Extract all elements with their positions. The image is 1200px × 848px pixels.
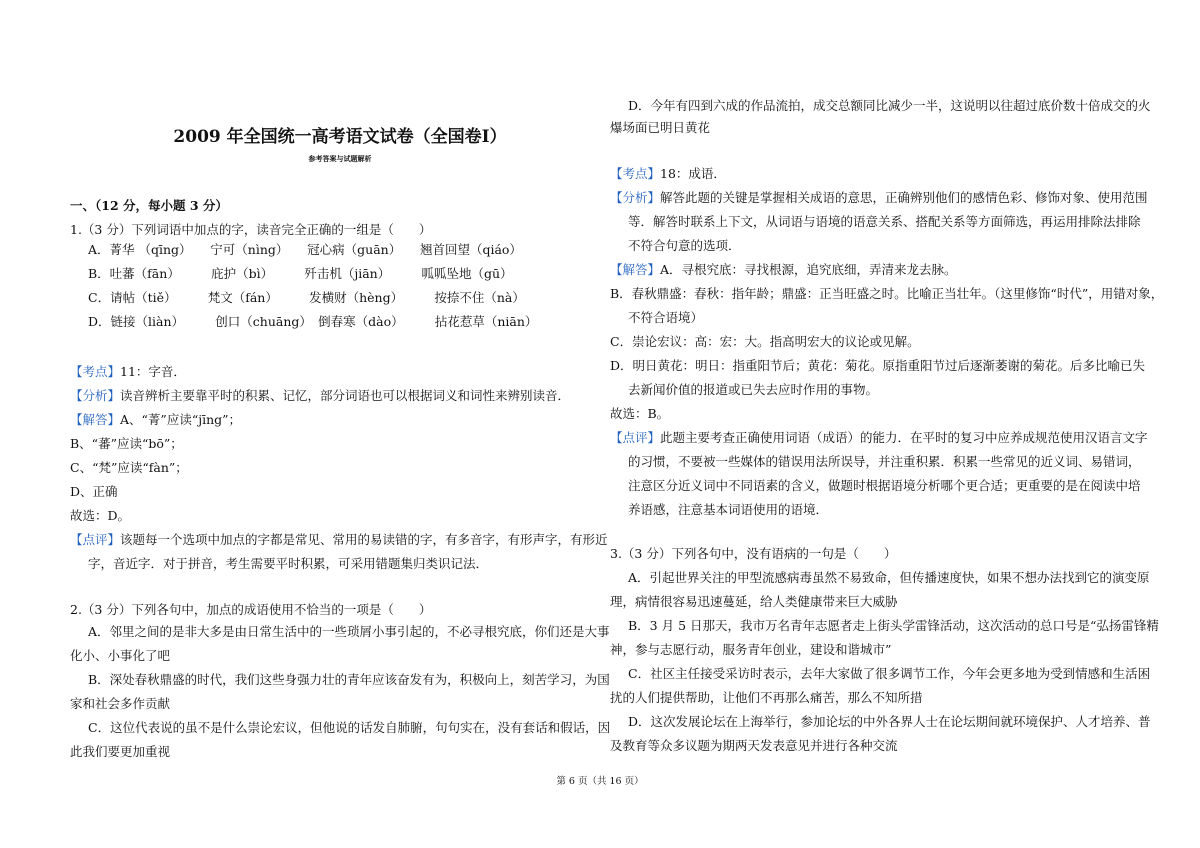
dianping-text: 养语感，注意基本词语使用的语境． (628, 502, 829, 517)
q3-line: A．引起世界关注的甲型流感病毒虽然不易致命，但传播速度快，如果不想办法找到它的演变原 (628, 570, 1150, 585)
page-number: 第 6 页（共 16 页） (556, 776, 644, 787)
fenxi-tag: 【分析】 (610, 190, 661, 205)
q2-line: C．这位代表说的虽不是什么崇论宏议，但他说的话发自肺腑，句句实在，没有套话和假话，因 (88, 720, 611, 735)
q1-fenxi (70, 388, 570, 404)
q2-jieda (610, 262, 957, 278)
q3-line: 扰的人们提供帮助，让他们不再那么痛苦，那么不知所措 (610, 690, 923, 705)
kaodian-tag: 【考点】 (70, 364, 121, 379)
dianping-tag: 【点评】 (70, 532, 121, 547)
q1-option-d: D．链接（liàn） 创口（chuāng） 倒春寒（dào） 拈花惹草（niān） (88, 314, 538, 329)
q1-option-c: C．请帖（tiě） 梵文（fán） 发横财（hèng） 按捺不住（nà） (88, 290, 525, 305)
q2-line: B．深处春秋鼎盛的时代，我们这些身强力壮的青年应该奋发有为，积极向上，刻苦学习，为国 (88, 672, 610, 687)
answer-choice: 故选：B。 (610, 406, 670, 421)
kaodian-tag: 【考点】 (610, 166, 661, 181)
answer-line: B、“蕃”应读“bō”； (70, 436, 183, 451)
q2-fenxi (610, 190, 1148, 206)
q3-stem: 3.（3 分）下列各句中，没有语病的一句是（ ） (610, 546, 897, 561)
answer-line: D．明日黄花：明日：指重阳节后；黄花：菊花。原指重阳节过后逐渐萎谢的菊花。后多比喻已失 (610, 358, 1146, 373)
q3-line: D．这次发展论坛在上海举行，参加论坛的中外各界人士在论坛期间就环境保护、人才培养、普 (628, 714, 1151, 729)
fenxi-text: 不符合句意的选项． (628, 238, 741, 253)
jieda-tag: 【解答】 (610, 262, 661, 277)
answer-line: C、“梵”应读“fàn”； (70, 460, 188, 475)
q3-line: C．社区主任接受采访时表示，去年大家做了很多调节工作，今年会更多地为受到情感和生活困 (628, 666, 1151, 681)
dianping-text: 该题每一个选项中加点的字都是常见、常用的易读错的字，有多音字，有形声字，有形近 (120, 532, 608, 547)
fenxi-text: 等．解答时联系上下文，从词语与语境的语意关系、搭配关系等方面筛选，再运用排除法排除 (628, 214, 1141, 229)
q3-line: 及教育等众多议题为期两天发表意见并进行各种交流 (610, 738, 898, 753)
dianping-tag: 【点评】 (610, 430, 661, 445)
q2-kaodian (610, 166, 726, 182)
q1-stem: 1.（3 分）下列词语中加点的字，读音完全正确的一组是（ ） (70, 222, 432, 237)
answer-line: 去新闻价值的报道或已失去应时作用的事物。 (628, 382, 879, 397)
fenxi-text: 读音辨析主要靠平时的积累、记忆，部分词语也可以根据词义和词性来辨别读音． (120, 388, 571, 403)
jieda-text: A、“菁”应读“jīng”； (120, 412, 242, 427)
q2-line: 化小、小事化了吧 (70, 648, 171, 663)
q2-line: A．邻里之间的是非大多是由日常生活中的一些琐屑小事引起的，不必寻根究底，你们还是大事 (88, 624, 610, 639)
q3-line: B．3 月 5 日那天，我市万名青年志愿者走上街头学雷锋活动，这次活动的总口号是“弘扬雷锋精 (628, 618, 1159, 633)
q2-option-d: D．今年有四到六成的作品流拍，成交总额同比减少一半，这说明以往超过底价数十倍成交的火 (628, 98, 1151, 113)
q1-dianping (70, 532, 608, 548)
answer-choice: 故选：D。 (70, 508, 131, 523)
fenxi-text: 解答此题的关键是掌握相关成语的意思，正确辨别他们的感情色彩、修饰对象、使用范围 (660, 190, 1148, 205)
q1-option-b: B．吐蕃（fān） 庇护（bì） 歼击机（jiān） 呱呱坠地（gū） (88, 266, 513, 281)
q1-jieda (70, 412, 241, 428)
q2-option-d: 爆场面已明日黄花 (610, 120, 711, 135)
q3-line: 理，病情很容易迅速蔓延，给人类健康带来巨大威胁 (610, 594, 898, 609)
q1-option-a: A．菁华 （qīng） 宁可（nìng） 冠心病（guān） 翘首回望（qiáo） (88, 242, 522, 257)
answer-line: C．崇论宏议：高：宏：大。指高明宏大的议论或见解。 (610, 334, 920, 349)
q1-kaodian (70, 364, 186, 380)
fenxi-tag: 【分析】 (70, 388, 121, 403)
q2-line: 家和社会多作贡献 (70, 696, 171, 711)
answer-line: D、正确 (70, 484, 118, 499)
q2-stem: 2.（3 分）下列各句中，加点的成语使用不恰当的一项是（ ） (70, 602, 432, 617)
q3-line: 神，参与志愿行动，服务青年创业，建设和谐城市” (610, 642, 892, 657)
jieda-text: A．寻根究底：寻找根源，追究底细，弄清来龙去脉。 (660, 262, 957, 277)
document-subtitle: 参考答案与试题解析 (308, 154, 372, 163)
answer-line: B．春秋鼎盛：春秋：指年龄；鼎盛：正当旺盛之时。比喻正当壮年。（这里修饰“时代”，用错对象， (610, 286, 1164, 301)
kaodian-text: 11：字音． (120, 364, 186, 379)
q2-line: 此我们要更加重视 (70, 744, 171, 759)
answer-line: 不符合语境） (628, 310, 704, 325)
q2-dianping (610, 430, 1148, 446)
dianping-text: 字，音近字．对于拼音，考生需要平时积累，可采用错题集归类识记法． (88, 556, 489, 571)
section-heading: 一、（12 分，每小题 3 分） (70, 198, 228, 213)
jieda-tag: 【解答】 (70, 412, 121, 427)
dianping-text: 此题主要考查正确使用词语（成语）的能力．在平时的复习中应养成规范使用汉语言文字 (660, 430, 1148, 445)
kaodian-text: 18：成语． (660, 166, 726, 181)
dianping-text: 注意区分近义词中不同语素的含义，做题时根据语境分析哪个更合适；更重要的是在阅读中培 (628, 478, 1141, 493)
dianping-text: 的习惯，不要被一些媒体的错误用法所误导，并注重积累．积累一些常见的近义词、易错词， (628, 454, 1141, 469)
document-title: 2009 年全国统一高考语文试卷（全国卷Ⅰ） (173, 127, 507, 147)
